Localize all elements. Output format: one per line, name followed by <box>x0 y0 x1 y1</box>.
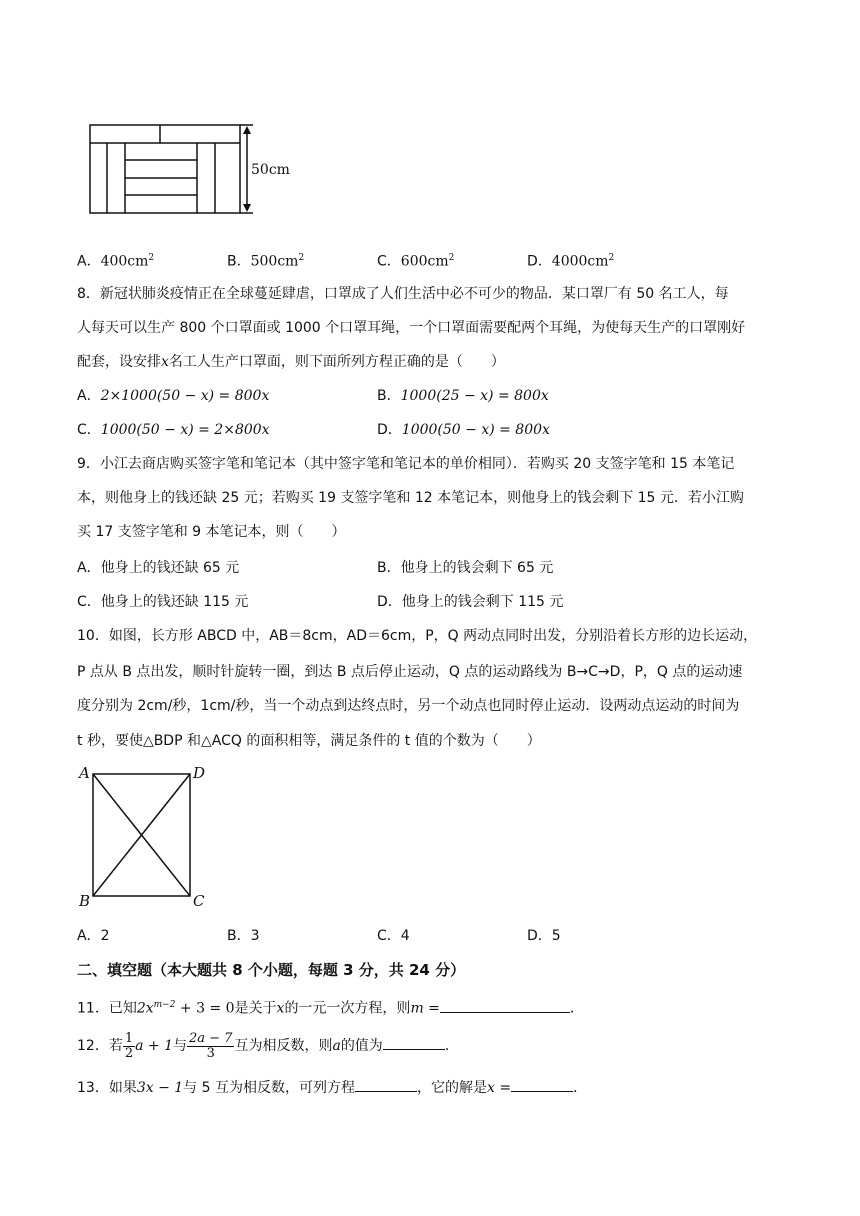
section-title: 二、填空题（本大题共 8 个小题，每题 3 分，共 24 分） <box>77 961 466 979</box>
figure-rectangle-abcd <box>75 762 215 912</box>
q10-line-1: 10．如图，长方形 ABCD 中，AB＝8cm，AD＝6cm，P，Q 两动点同时出发，分别沿着长方形的边长运动， <box>77 628 758 644</box>
q9-line-2: 本，则他身上的钱还缺 25 元；若购买 19 支签字笔和 12 本笔记本，则他身上的钱会剩下 15 元．若小江购 <box>77 490 744 506</box>
q7-option-c: C．$600cm^2$ <box>377 253 455 270</box>
q9-option-b: B．他身上的钱会剩下 65 元 <box>377 560 554 576</box>
q8-option-c: C．1000(50 − x) = 2×800x <box>77 422 270 438</box>
q10-line-4: t 秒，要使△BDP 和△ACQ 的面积相等，满足条件的 t 值的个数为（ ） <box>77 733 541 749</box>
label-a: A <box>79 764 90 782</box>
q10-line-2: P 点从 B 点出发，顺时针旋转一圈，到达 B 点后停止运动，Q 点的运动路线为 B→C→D，P，Q 点的运动速 <box>77 664 743 680</box>
q8-line-1: 8．新冠状肺炎疫情正在全球蔓延肆虐，口罩成了人们生活中必不可少的物品．某口罩厂有 50 名工人，每 <box>77 286 729 302</box>
label-c: C <box>193 892 205 910</box>
q8-option-d: D．1000(50 − x) = 800x <box>377 422 550 438</box>
q10-option-a: A．2 <box>77 928 110 944</box>
q10-option-c: C．4 <box>377 928 410 944</box>
q13-blank-solution[interactable] <box>511 1077 573 1092</box>
q10-option-b: B．3 <box>227 928 260 944</box>
q11-blank[interactable] <box>440 998 570 1013</box>
q8-option-a: A．2×1000(50 − x) = 800x <box>77 388 270 404</box>
q11-line: 11．已知$2x^{m-2} + 3 = 0$是关于x的一元一次方程，则m = ． <box>77 995 584 1019</box>
q12-fraction-1: $\frac{1}{2}$ <box>124 1030 134 1061</box>
q7-option-d: D．$4000cm^2$ <box>527 253 615 270</box>
q9-option-d: D．他身上的钱会剩下 115 元 <box>377 594 564 610</box>
figure-rectangles <box>85 120 295 220</box>
q10-option-d: D．5 <box>527 928 561 944</box>
q12-blank[interactable] <box>383 1035 445 1050</box>
q9-line-3: 买 17 支签字笔和 9 本笔记本，则（ ） <box>77 524 346 540</box>
q8-line-3: 配套，设安排x名工人生产口罩面，则下面所列方程正确的是（ ） <box>77 354 505 370</box>
q10-line-3: 度分别为 2cm/秒，1cm/秒，当一个动点到达终点时，另一个动点也同时停止运动．设两动点运动的时间为 <box>77 698 740 714</box>
q13-blank-equation[interactable] <box>355 1077 417 1092</box>
q8-option-b: B．1000(25 − x) = 800x <box>377 388 549 404</box>
dim-label: 50cm <box>251 162 290 178</box>
q12-line: 12．若 $\frac{1}{2}$ a + 1与 $\frac{2a - 7}{3}$ 互为相反数，则a的值为 ． <box>77 1030 459 1061</box>
q9-option-c: C．他身上的钱还缺 115 元 <box>77 594 249 610</box>
label-b: B <box>79 892 91 910</box>
q7-option-b: B．$500cm^2$ <box>227 253 305 270</box>
q13-line: 13．如果3x − 1与 5 互为相反数，可列方程 ，它的解是x = ． <box>77 1077 587 1098</box>
q8-line-2: 人每天可以生产 800 个口罩面或 1000 个口罩耳绳，一个口罩面需要配两个耳绳，为使每天生产的口罩刚好 <box>77 320 746 336</box>
q7-option-a: A．$400cm^2$ <box>77 253 155 270</box>
q9-line-1: 9．小江去商店购买签字笔和笔记本（其中签字笔和笔记本的单价相同）．若购买 20 支签字笔和 15 本笔记 <box>77 456 735 472</box>
q12-fraction-2: $\frac{2a - 7}{3}$ <box>189 1030 233 1061</box>
label-d: D <box>193 764 206 782</box>
q9-option-a: A．他身上的钱还缺 65 元 <box>77 560 240 576</box>
